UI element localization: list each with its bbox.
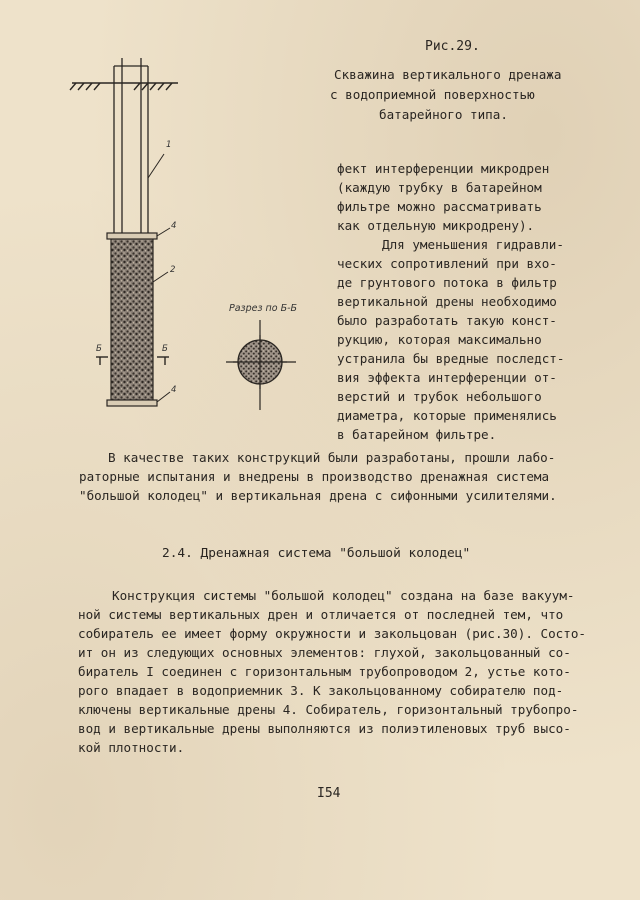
side-text-line: диаметра, которые применялись (337, 408, 557, 423)
body-text-line: вод и вертикальные дрены выполняются из полиэтиленовых труб высо- (78, 721, 571, 736)
side-text-line: Для уменьшения гидравли- (382, 237, 564, 252)
side-text-line: фект интерференции микродрен (337, 161, 550, 176)
callout-label-1: 1 (166, 140, 172, 150)
casing-pipe (114, 58, 148, 235)
figure-number: Рис.29. (425, 39, 480, 54)
callout-label-4-bottom: 4 (171, 385, 177, 395)
ground-surface (70, 83, 178, 90)
body-text-line: ной системы вертикальных дрен и отличается от последней тем, что (78, 607, 564, 622)
side-text-line: верстий и трубок небольшого (337, 389, 542, 404)
side-text-line: было разработать такую конст- (337, 313, 557, 328)
body-text-line: ключены вертикальные дрены 4. Собиратель, горизонтальный трубопро- (78, 702, 579, 717)
body-text-line: В качестве таких конструкций были разработаны, прошли лабо- (108, 450, 556, 465)
battery-filter (111, 238, 153, 401)
side-text-line: вия эффекта интерференции от- (337, 370, 557, 385)
body-text-line: кой плотности. (78, 740, 185, 755)
body-text-line: биратель I соединен с горизонтальным трубопроводом 2, устье кото- (78, 664, 571, 679)
side-text-line: (каждую трубку в батарейном (337, 180, 542, 195)
side-text-line: в батарейном фильтре. (337, 427, 497, 442)
body-text-line: собиратель ее имеет форму окружности и закольцован (рис.30). Состо- (78, 626, 586, 641)
figure-caption-line-1: Скважина вертикального дренажа (334, 67, 562, 82)
cut-mark-left: Б (96, 344, 102, 354)
body-text-line: "большой колодец" и вертикальная дрена с сифонными усилителями. (79, 488, 557, 503)
callout-leader-2 (153, 272, 168, 282)
cross-section-view (226, 320, 296, 410)
side-text-line: как отдельную микродрену). (337, 218, 535, 233)
side-text-line: де грунтового потока в фильтр (337, 275, 557, 290)
figure-caption-line-2: с водоприемной поверхностью (330, 87, 535, 102)
side-text-line: устранила бы вредные последст- (337, 351, 565, 366)
callout-leader-4-top (157, 228, 170, 236)
body-text-line: ит он из следующих основных элементов: глухой, закольцованный со- (78, 645, 571, 660)
section-heading: 2.4. Дренажная система "большой колодец" (162, 546, 471, 561)
side-text-line: рукцию, которая максимально (337, 332, 542, 347)
filter-top-flange (107, 233, 157, 239)
section-label: Разрез по Б-Б (229, 303, 298, 314)
page-number: I54 (317, 786, 341, 801)
filter-bottom-flange (107, 400, 157, 406)
side-text-line: вертикальной дрены необходимо (337, 294, 557, 309)
body-text-line: рого впадает в водоприемник 3. К закольцованному собирателю под- (78, 683, 564, 698)
side-text-line: ческих сопротивлений при вхо- (337, 256, 557, 271)
body-text-line: раторные испытания и внедрены в производство дренажная система (79, 469, 550, 484)
callout-label-4-top: 4 (171, 221, 177, 231)
callout-label-2: 2 (170, 265, 176, 275)
callout-leader-4-bottom (157, 392, 170, 402)
side-text-line: фильтре можно рассматривать (337, 199, 542, 214)
body-text-line: Конструкция системы "большой колодец" создана на базе вакуум- (112, 588, 575, 603)
cut-mark-right: Б (162, 344, 168, 354)
callout-leader-1 (148, 154, 164, 178)
figure-caption-line-3: батарейного типа. (379, 107, 508, 122)
